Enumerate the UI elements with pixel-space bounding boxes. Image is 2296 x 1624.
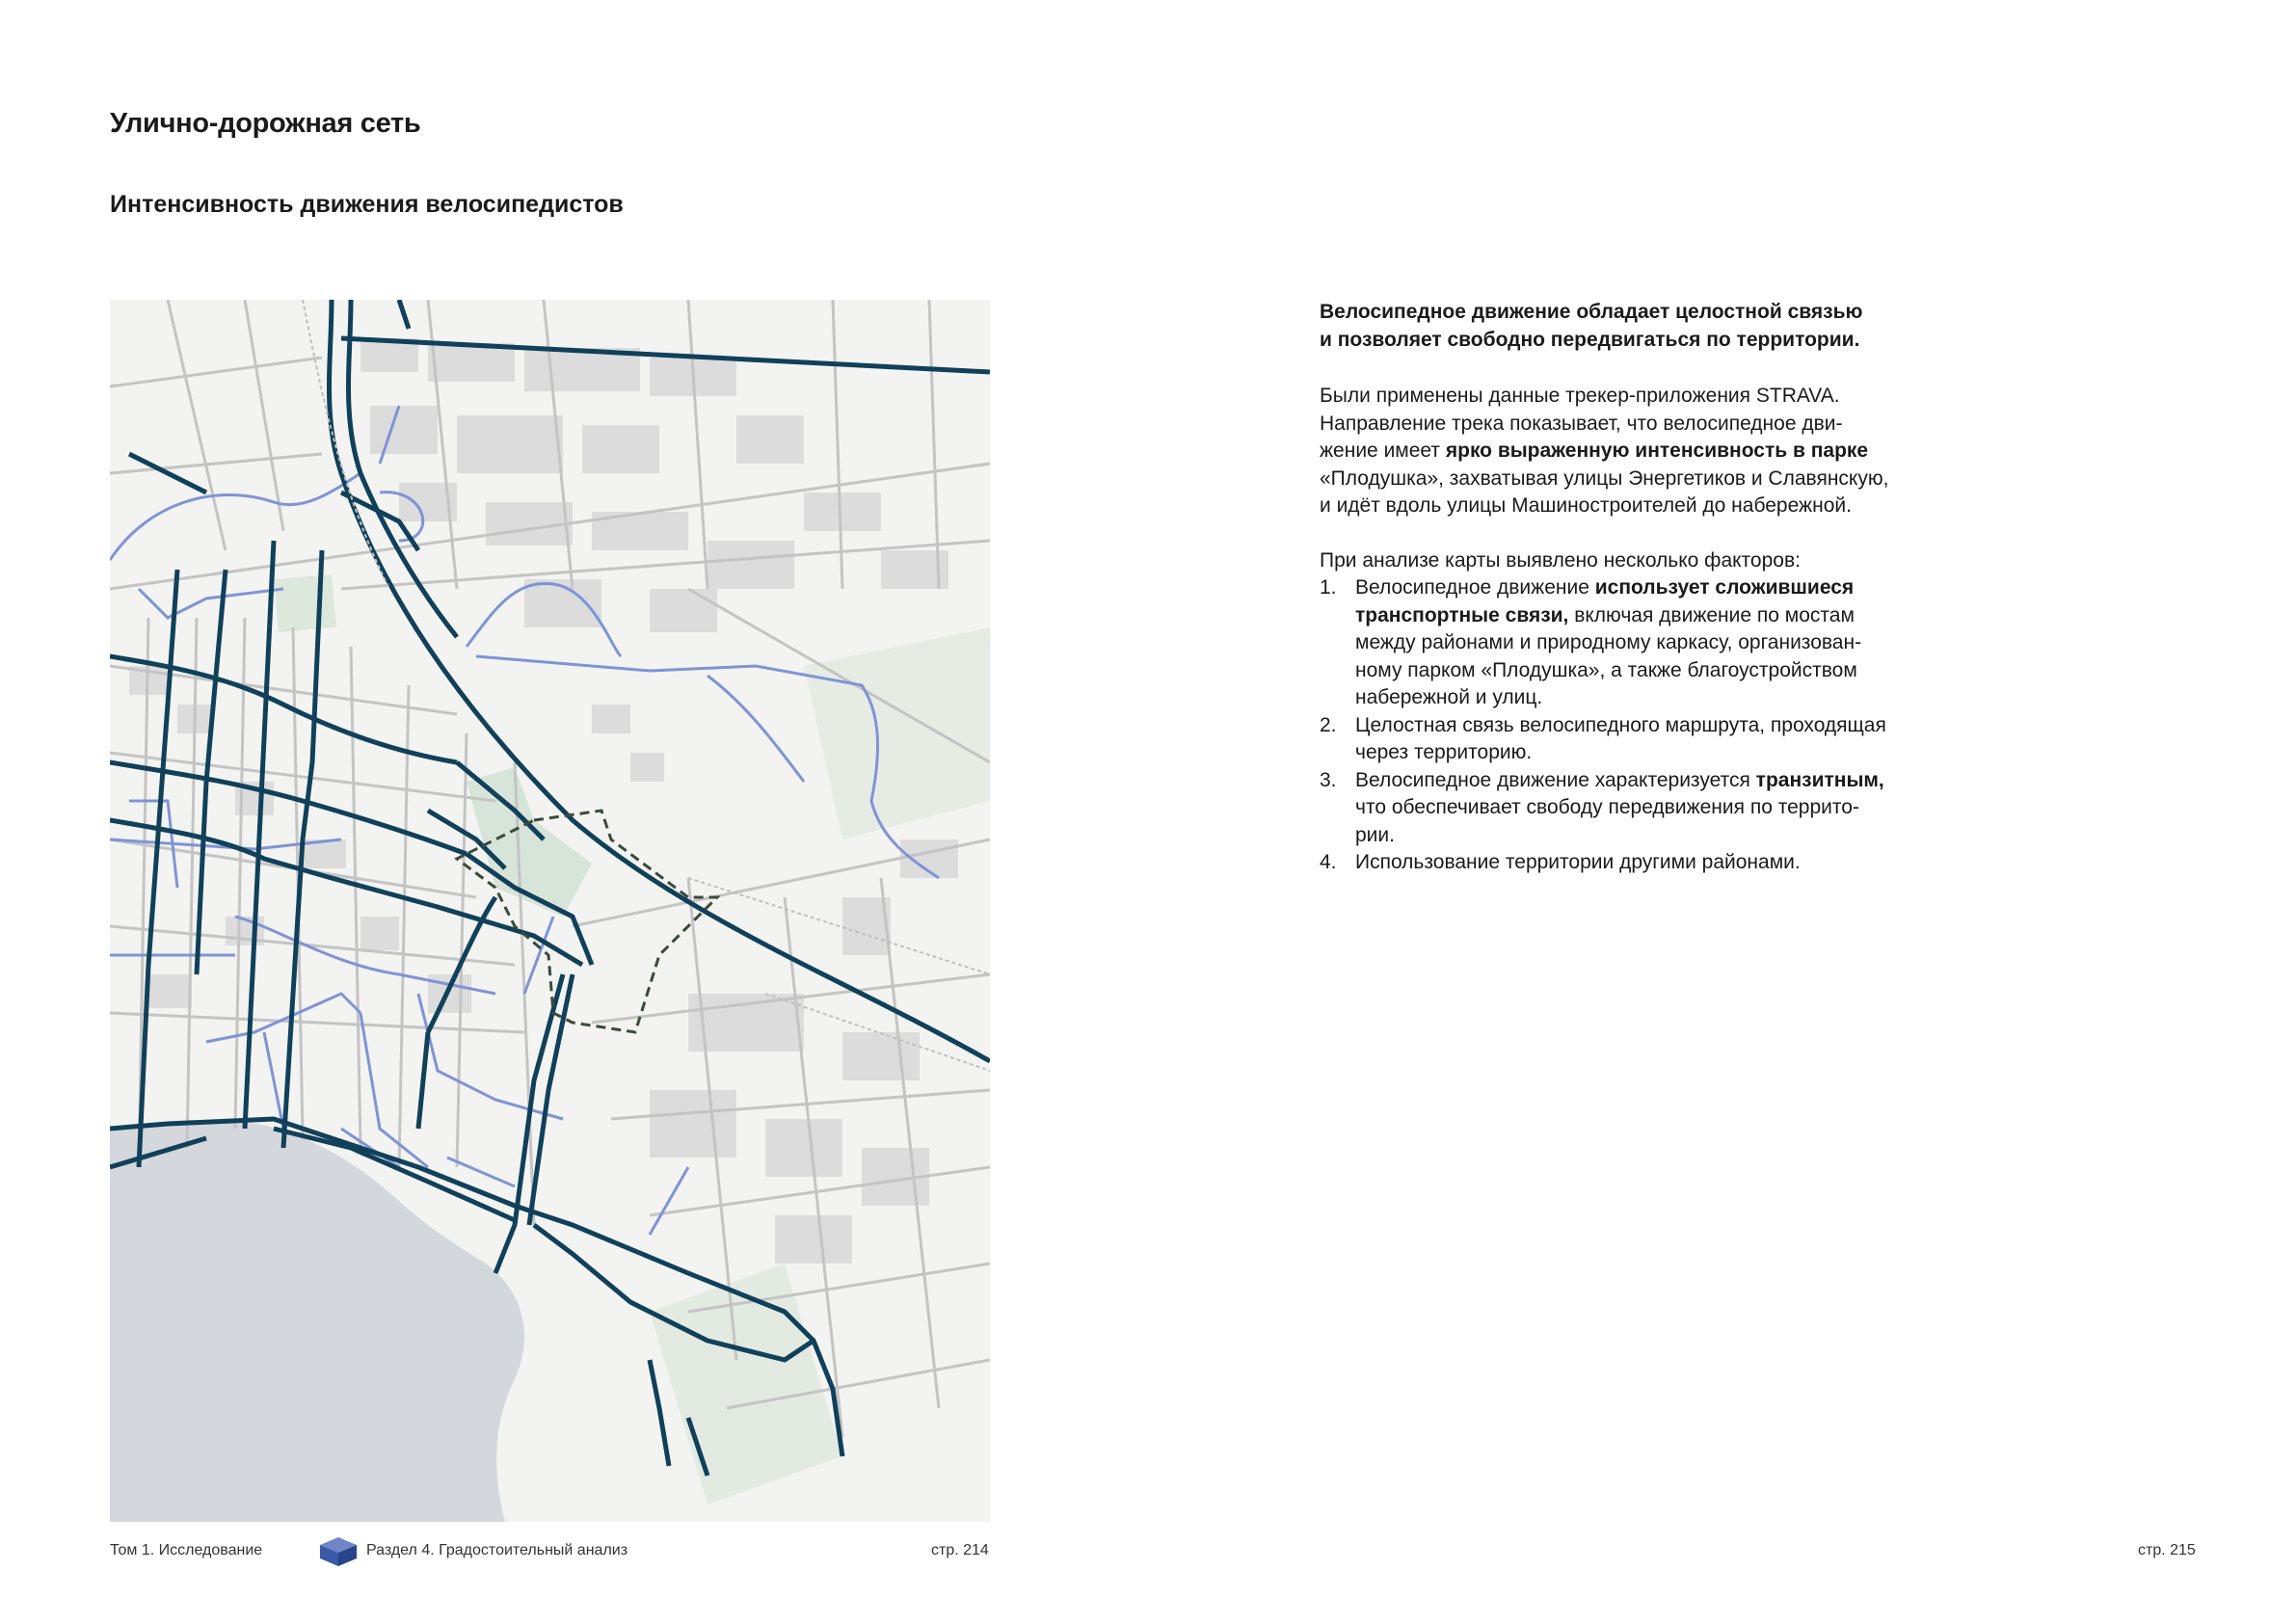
list-number: 4. <box>1320 851 1337 873</box>
text-run: что обеспечивает свободу передвижения по террито- <box>1355 796 1859 818</box>
list-number: 1. <box>1320 576 1337 599</box>
text-run: «Плодушка», захватывая улицы Энергетиков и Славянскую, <box>1320 466 1889 490</box>
lead-paragraph <box>1320 299 1994 354</box>
text-run: Были применены данные трекер-приложения STRAVA. <box>1320 385 1840 407</box>
text-run: Велосипедное движение <box>1355 576 1595 599</box>
text-run: рии. <box>1355 823 1395 846</box>
description-text <box>1320 299 1994 877</box>
text-run: через территорию. <box>1355 741 1533 763</box>
green-area <box>274 574 336 632</box>
lead-line: и позволяет свободно передвигаться по территории. <box>1320 328 1860 351</box>
text-run: Целостная связь велосипедного маршрута, проходящая <box>1355 713 1886 736</box>
strava-paragraph <box>1320 383 1994 520</box>
text-run-bold: использует сложившиеся <box>1594 576 1855 599</box>
list-item <box>1320 767 1994 850</box>
list-item <box>1320 712 1994 767</box>
footer-volume: Том 1. Исследование <box>110 1542 263 1558</box>
cycling-intensity-map[interactable] <box>110 300 990 1522</box>
factors-list <box>1320 574 1994 877</box>
text-run-bold: транспортные связи, <box>1355 603 1569 626</box>
list-number: 2. <box>1320 713 1337 736</box>
text-run: жение имеет <box>1320 439 1446 462</box>
text-run: Велосипедное движение характеризуется <box>1355 768 1756 791</box>
list-item <box>1320 849 1994 877</box>
factors-intro: При анализе карты выявлено несколько факторов: <box>1320 548 1801 572</box>
section-title: Улично-дорожная сеть <box>110 108 421 139</box>
lead-line: Велосипедное движение обладает целостной связью <box>1320 301 1863 323</box>
text-run: включая движение по мостам <box>1568 603 1855 626</box>
text-run: между районами и природному каркасу, организован- <box>1355 631 1862 653</box>
list-item <box>1320 574 1994 712</box>
text-run: и идёт вдоль улицы Машиностроителей до набережной. <box>1320 494 1852 517</box>
text-run-bold: транзитным, <box>1755 768 1884 791</box>
text-run: Направление трека показывает, что велосипедное дви- <box>1320 412 1843 435</box>
page-number-left: стр. 214 <box>931 1542 989 1558</box>
footer-section: Раздел 4. Градостоительный анализ <box>366 1542 628 1558</box>
text-run: ному парком «Плодушка», а также благоустройством <box>1355 658 1857 681</box>
page-number-right: стр. 215 <box>2138 1542 2196 1558</box>
text-run: набережной и улиц. <box>1355 686 1543 708</box>
text-run: Использование территории другими районами. <box>1355 851 1801 873</box>
text-run-bold: ярко выраженную интенсивность в парке <box>1445 439 1869 462</box>
list-number: 3. <box>1320 768 1337 791</box>
section-logo-icon <box>318 1535 359 1568</box>
map-canvas <box>110 300 990 1522</box>
subsection-title: Интенсивность движения велосипедистов <box>110 191 624 218</box>
